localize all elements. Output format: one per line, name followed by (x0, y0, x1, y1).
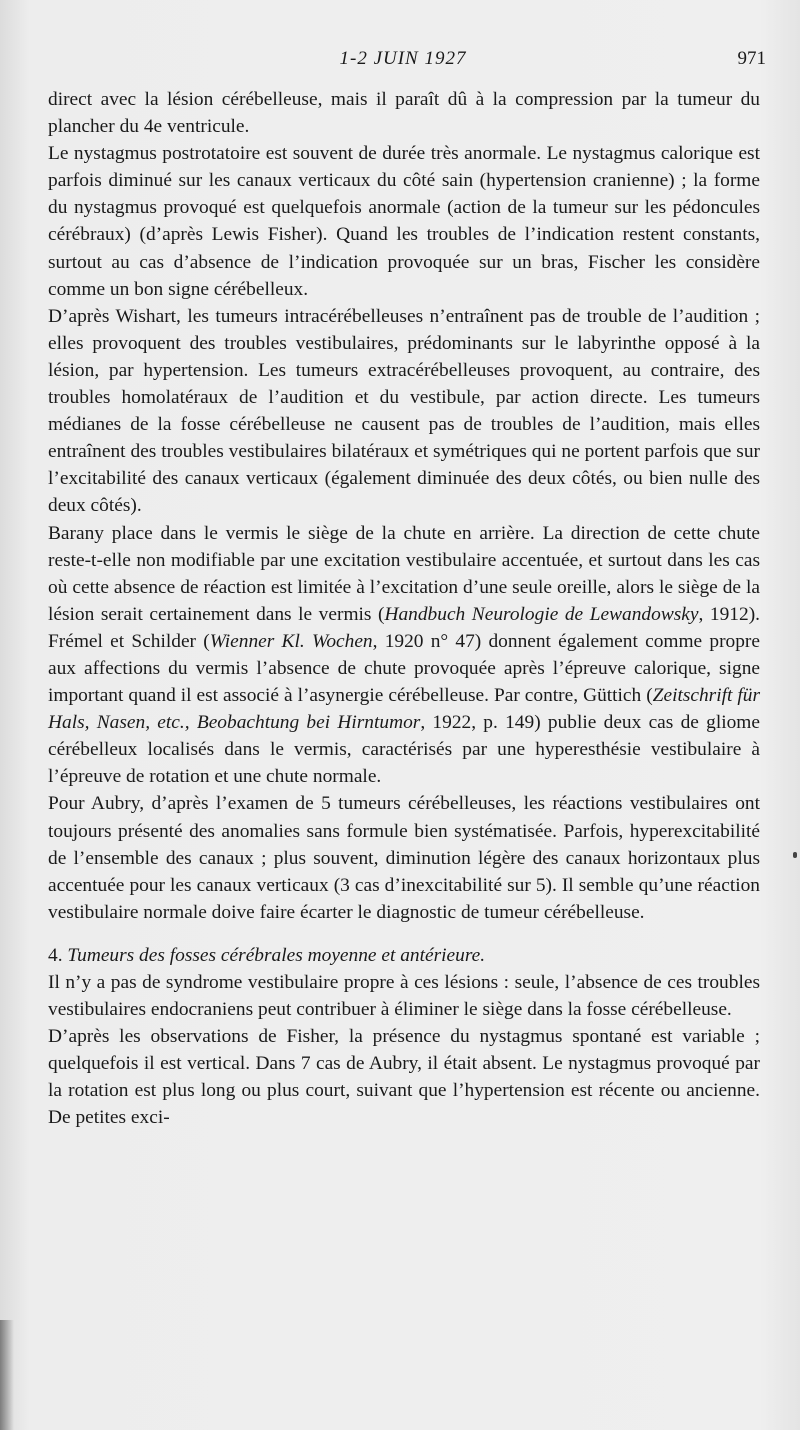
citation-handbuch: Handbuch Neurologie de Lewandowsky (384, 603, 699, 625)
paragraph-section-1: Il n’y a pas de syndrome vestibulaire propre à ces lésions : seule, l’absence de ces troubles vestibulaires endocraniens peut contribuer à éliminer le siège dans la fosse cérébelleuse. (48, 972, 760, 1021)
paragraph-section-2: D’après les observations de Fisher, la présence du nystagmus spontané est variable ; quelquefois il est vertical. Dans 7 cas de Aubry, il était absent. Le nystagmus provoqué par la rotation est plus long ou plus court, suivant que l’hypertension est récente ou ancienne. De petites exci- (48, 1026, 760, 1129)
paragraph-barany (48, 520, 760, 791)
section-heading (48, 942, 760, 969)
citation-wienner: Wienner Kl. Wochen (209, 630, 373, 652)
barany-text-3: , 1920 n° 47) donnent également comme propre aux affections du vermis l’absence de chute provoquée après l’épreuve calorique, signe important quand il est associé à l’asynergie cérébelleuse. Par contre, Güttich ( (48, 630, 760, 707)
page-header (40, 48, 766, 74)
section-title: Tumeurs des fosses cérébrales moyenne et antérieure. (67, 944, 486, 966)
body-text (48, 86, 760, 1132)
paragraph-wishart: D’après Wishart, les tumeurs intracérébelleuses n’entraînent pas de trouble de l’audition ; elles provoquent des troubles vestibulaires, prédominants sur le labyrinthe opposé à la lésion, par hypertension. Les tumeurs extracérébelleuses provoquent, au contraire, des troubles homolatéraux de l’audition et du vestibule, par action directe. Les tumeurs médianes de la fosse cérébelleuse ne causent pas de troubles de l’audition, mais elles entraînent des troubles vestibulaires bilatéraux et symétriques qui ne portent parfois que sur l’excitabilité des canaux verticaux (également diminuée des deux côtés, ou bien nulle des deux côtés). (48, 305, 760, 517)
running-head-date: 1-2 JUIN 1927 (339, 48, 467, 69)
scan-speck (793, 852, 797, 858)
barany-text-1: Barany place dans le vermis le siège de la chute en arrière. La direction de cette chute reste-t-elle non modifiable par une excitation vestibulaire accentuée, et surtout dans les cas où cette absence de réaction est limitée à l’excitation d’une seule oreille, alors le siège de la lésion serait certainement dans le vermis ( (48, 522, 760, 625)
binding-shadow (0, 1320, 14, 1430)
running-head (40, 48, 766, 70)
paragraph-nystagmus: Le nystagmus postrotatoire est souvent de durée très anormale. Le nystagmus calorique est parfois diminué sur les canaux verticaux du côté sain (hypertension cranienne) ; la forme du nystagmus provoqué est quelquefois anormale (action de la tumeur sur les pédoncules cérébraux) (d’après Lewis Fisher). Quand les troubles de l’indication restent constants, surtout au cas d’absence de l’indication provoquée sur un bras, Fischer les considère comme un bon signe cérébelleux. (48, 143, 760, 300)
barany-text-4: , 1922, p. 149) publie deux cas de gliome cérébelleux localisés dans le vermis, caractérisés par une hyperesthésie vestibulaire à l’épreuve de rotation et une chute normale. (48, 712, 760, 788)
paragraph-aubry: Pour Aubry, d’après l’examen de 5 tumeurs cérébelleuses, les réactions vestibulaires ont toujours présenté des anomalies sans formule bien systématisée. Parfois, hyperexcitabilité de l’ensemble des canaux ; plus souvent, diminution légère des canaux horizontaux plus accentuée pour les canaux verticaux (3 cas d’inexcitabilité sur 5). Il semble qu’une réaction vestibulaire normale doive faire écarter le diagnostic de tumeur cérébelleuse. (48, 793, 760, 923)
citation-zeitschrift: Zeitschrift für Hals, Nasen, etc., Beobachtung bei Hirntumor (48, 685, 760, 734)
paragraph-continuation: direct avec la lésion cérébelleuse, mais il paraît dû à la compression par la tumeur du plancher du 4e ventricule. (48, 89, 760, 138)
barany-text-2: , 1912). Frémel et Schilder ( (48, 603, 760, 652)
section-number: 4. (48, 944, 63, 966)
page-number: 971 (737, 48, 766, 69)
